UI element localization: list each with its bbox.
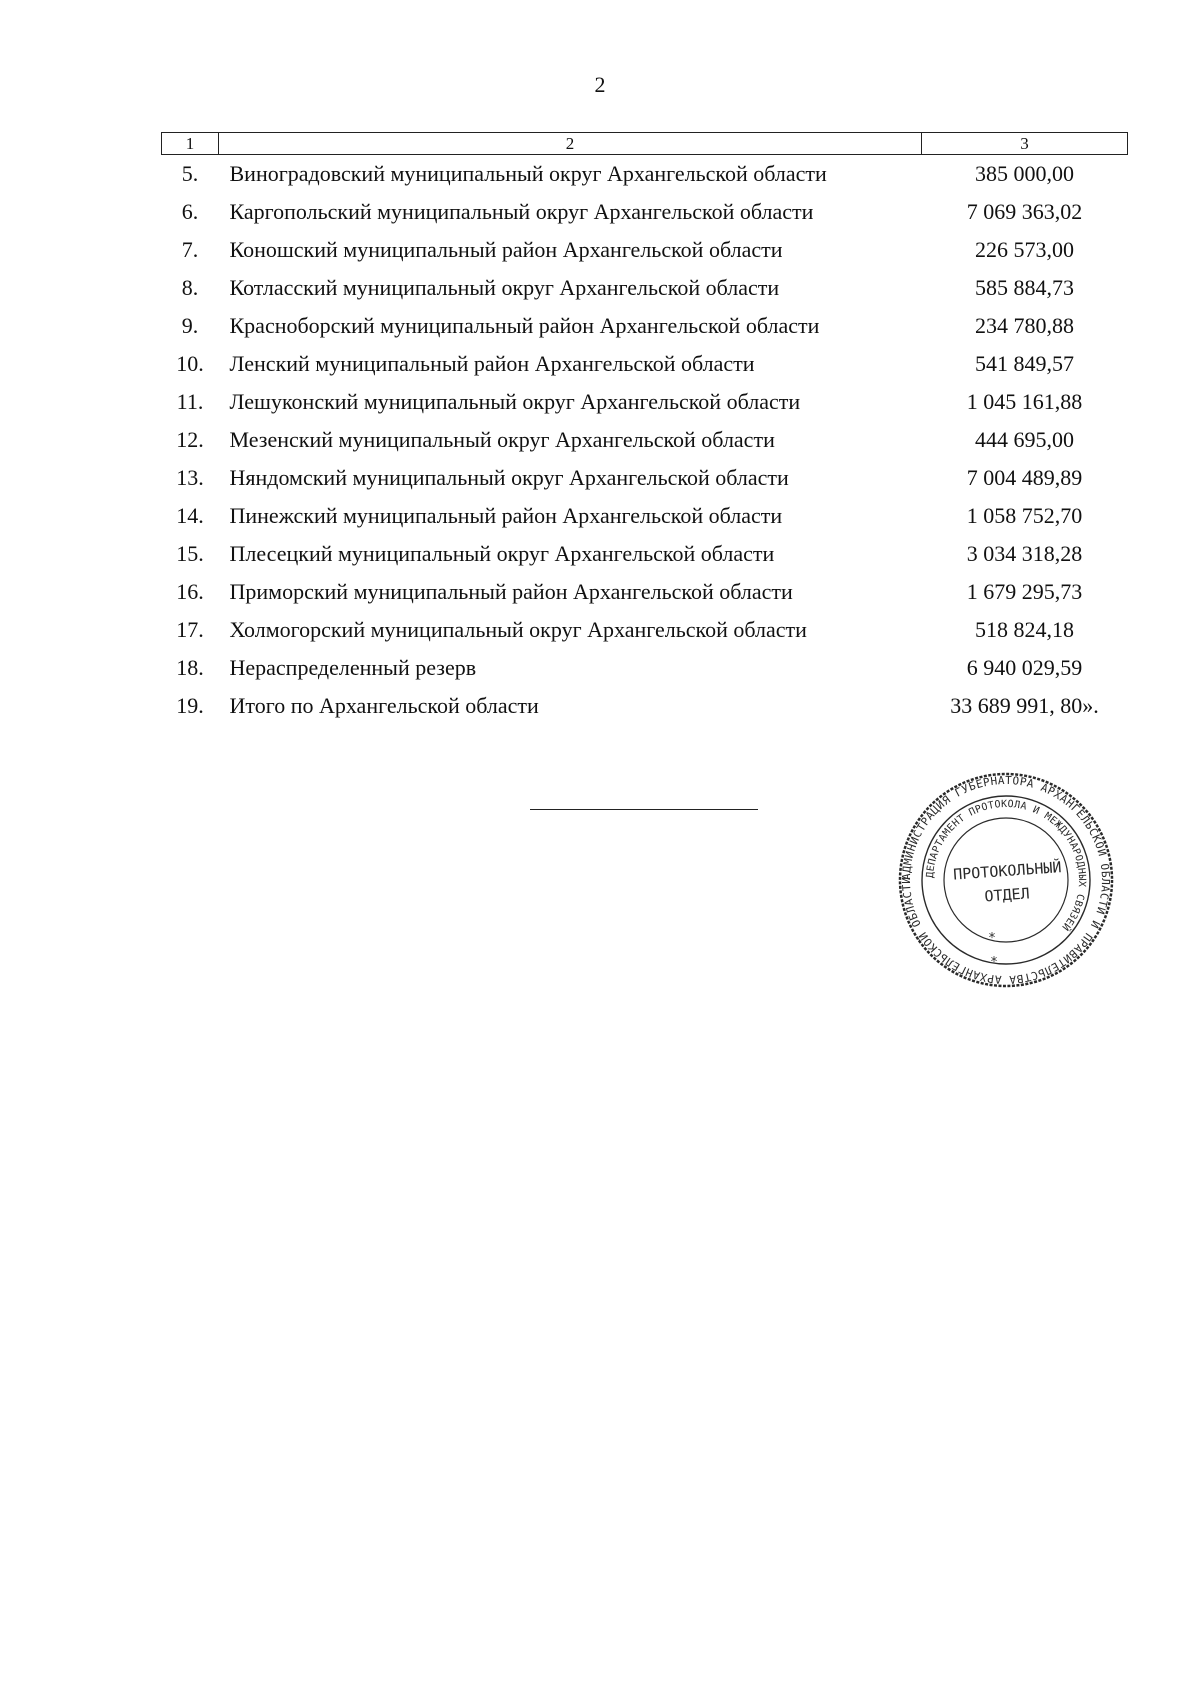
allocation-amount: 385 000,00 xyxy=(975,161,1074,186)
official-stamp xyxy=(896,770,1116,990)
page-number: 2 xyxy=(594,72,606,97)
table-row xyxy=(162,687,1128,725)
row-number: 15. xyxy=(176,541,204,566)
row-number: 9. xyxy=(181,313,199,338)
table-row xyxy=(162,345,1128,383)
header-row xyxy=(162,133,1128,155)
municipality-name: Холмогорский муниципальный округ Архангельской области xyxy=(229,617,807,642)
municipality-name: Плесецкий муниципальный округ Архангельской области xyxy=(229,541,775,566)
municipality-name: Котласский муниципальный округ Архангельской области xyxy=(229,275,780,300)
allocation-amount: 1 058 752,70 xyxy=(966,503,1083,528)
allocation-amount: 6 940 029,59 xyxy=(966,655,1083,680)
row-number: 13. xyxy=(176,465,204,490)
allocation-amount: 585 884,73 xyxy=(975,275,1074,300)
stamp-center-line1: ПРОТОКОЛЬНЫЙ xyxy=(952,858,1063,884)
municipality-name: Мезенский муниципальный округ Архангельской области xyxy=(229,427,775,452)
table-row xyxy=(162,573,1128,611)
municipality-name: Лешуконский муниципальный округ Архангельской области xyxy=(229,389,801,414)
table-row xyxy=(162,497,1128,535)
row-number: 17. xyxy=(176,617,204,642)
table-header xyxy=(162,133,1128,155)
municipality-name: Виноградовский муниципальный округ Архангельской области xyxy=(229,161,827,186)
allocation-amount: 1 679 295,73 xyxy=(966,579,1083,604)
stamp-mid-ring xyxy=(922,796,1090,964)
allocation-amount: 234 780,88 xyxy=(975,313,1074,338)
allocation-amount: 518 824,18 xyxy=(975,617,1074,642)
row-number: 5. xyxy=(181,161,199,186)
stamp-inner-text: ДЕПАРТАМЕНТ ПРОТОКОЛА И МЕЖДУНАРОДНЫХ СВЯЗЕЙ xyxy=(924,798,1088,933)
row-number: 10. xyxy=(176,351,204,376)
stamp-star-inner: * xyxy=(988,931,996,946)
table-body xyxy=(162,155,1128,726)
municipality-name: Ленский муниципальный район Архангельской области xyxy=(229,351,755,376)
row-number: 14. xyxy=(176,503,204,528)
separator-line xyxy=(530,809,758,810)
municipality-name: Пинежский муниципальный район Архангельской области xyxy=(229,503,783,528)
municipality-name: Каргопольский муниципальный округ Архангельской области xyxy=(229,199,814,224)
table-row xyxy=(162,649,1128,687)
row-number: 19. xyxy=(176,693,204,718)
allocation-amount: 7 069 363,02 xyxy=(966,199,1083,224)
municipality-name: Нераспределенный резерв xyxy=(229,655,477,680)
allocation-amount: 541 849,57 xyxy=(975,351,1074,376)
table-row xyxy=(162,269,1128,307)
row-number: 11. xyxy=(176,389,204,414)
table-row xyxy=(162,383,1128,421)
allocation-amount: 226 573,00 xyxy=(975,237,1074,262)
municipality-name: Приморский муниципальный район Архангельской области xyxy=(229,579,793,604)
stamp-center-line2: ОТДЕЛ xyxy=(983,884,1031,906)
row-number: 7. xyxy=(181,237,199,262)
table-row xyxy=(162,307,1128,345)
table-row xyxy=(162,193,1128,231)
table-row xyxy=(162,155,1128,194)
allocation-amount: 444 695,00 xyxy=(975,427,1074,452)
municipality-name: Итого по Архангельской области xyxy=(229,693,539,718)
column-header-amount: 3 xyxy=(922,133,1128,155)
allocation-amount: 33 689 991, 80». xyxy=(950,693,1099,718)
row-number: 8. xyxy=(181,275,199,300)
table-row xyxy=(162,459,1128,497)
stamp-outer-text: АДМИНИСТРАЦИЯ ГУБЕРНАТОРА АРХАНГЕЛЬСКОЙ ОБЛАСТИ И ПРАВИТЕЛЬСТВА АРХАНГЕЛЬСКОЙ ОБЛАСТИ xyxy=(899,773,1113,987)
row-number: 6. xyxy=(181,199,199,224)
table-row xyxy=(162,231,1128,269)
allocation-table xyxy=(161,132,1128,725)
row-number: 16. xyxy=(176,579,204,604)
column-header-name: 2 xyxy=(219,133,922,155)
row-number: 18. xyxy=(176,655,204,680)
allocation-amount: 1 045 161,88 xyxy=(966,389,1083,414)
allocation-amount: 3 034 318,28 xyxy=(966,541,1083,566)
table-row xyxy=(162,421,1128,459)
municipality-name: Коношский муниципальный район Архангельской области xyxy=(229,237,783,262)
row-number: 12. xyxy=(176,427,204,452)
stamp-star-outer: * xyxy=(990,955,998,970)
table-row xyxy=(162,611,1128,649)
municipality-name: Красноборский муниципальный район Архангельской области xyxy=(229,313,820,338)
allocation-amount: 7 004 489,89 xyxy=(966,465,1083,490)
municipality-name: Няндомский муниципальный округ Архангельской области xyxy=(229,465,789,490)
table-row xyxy=(162,535,1128,573)
column-header-number: 1 xyxy=(162,133,219,155)
